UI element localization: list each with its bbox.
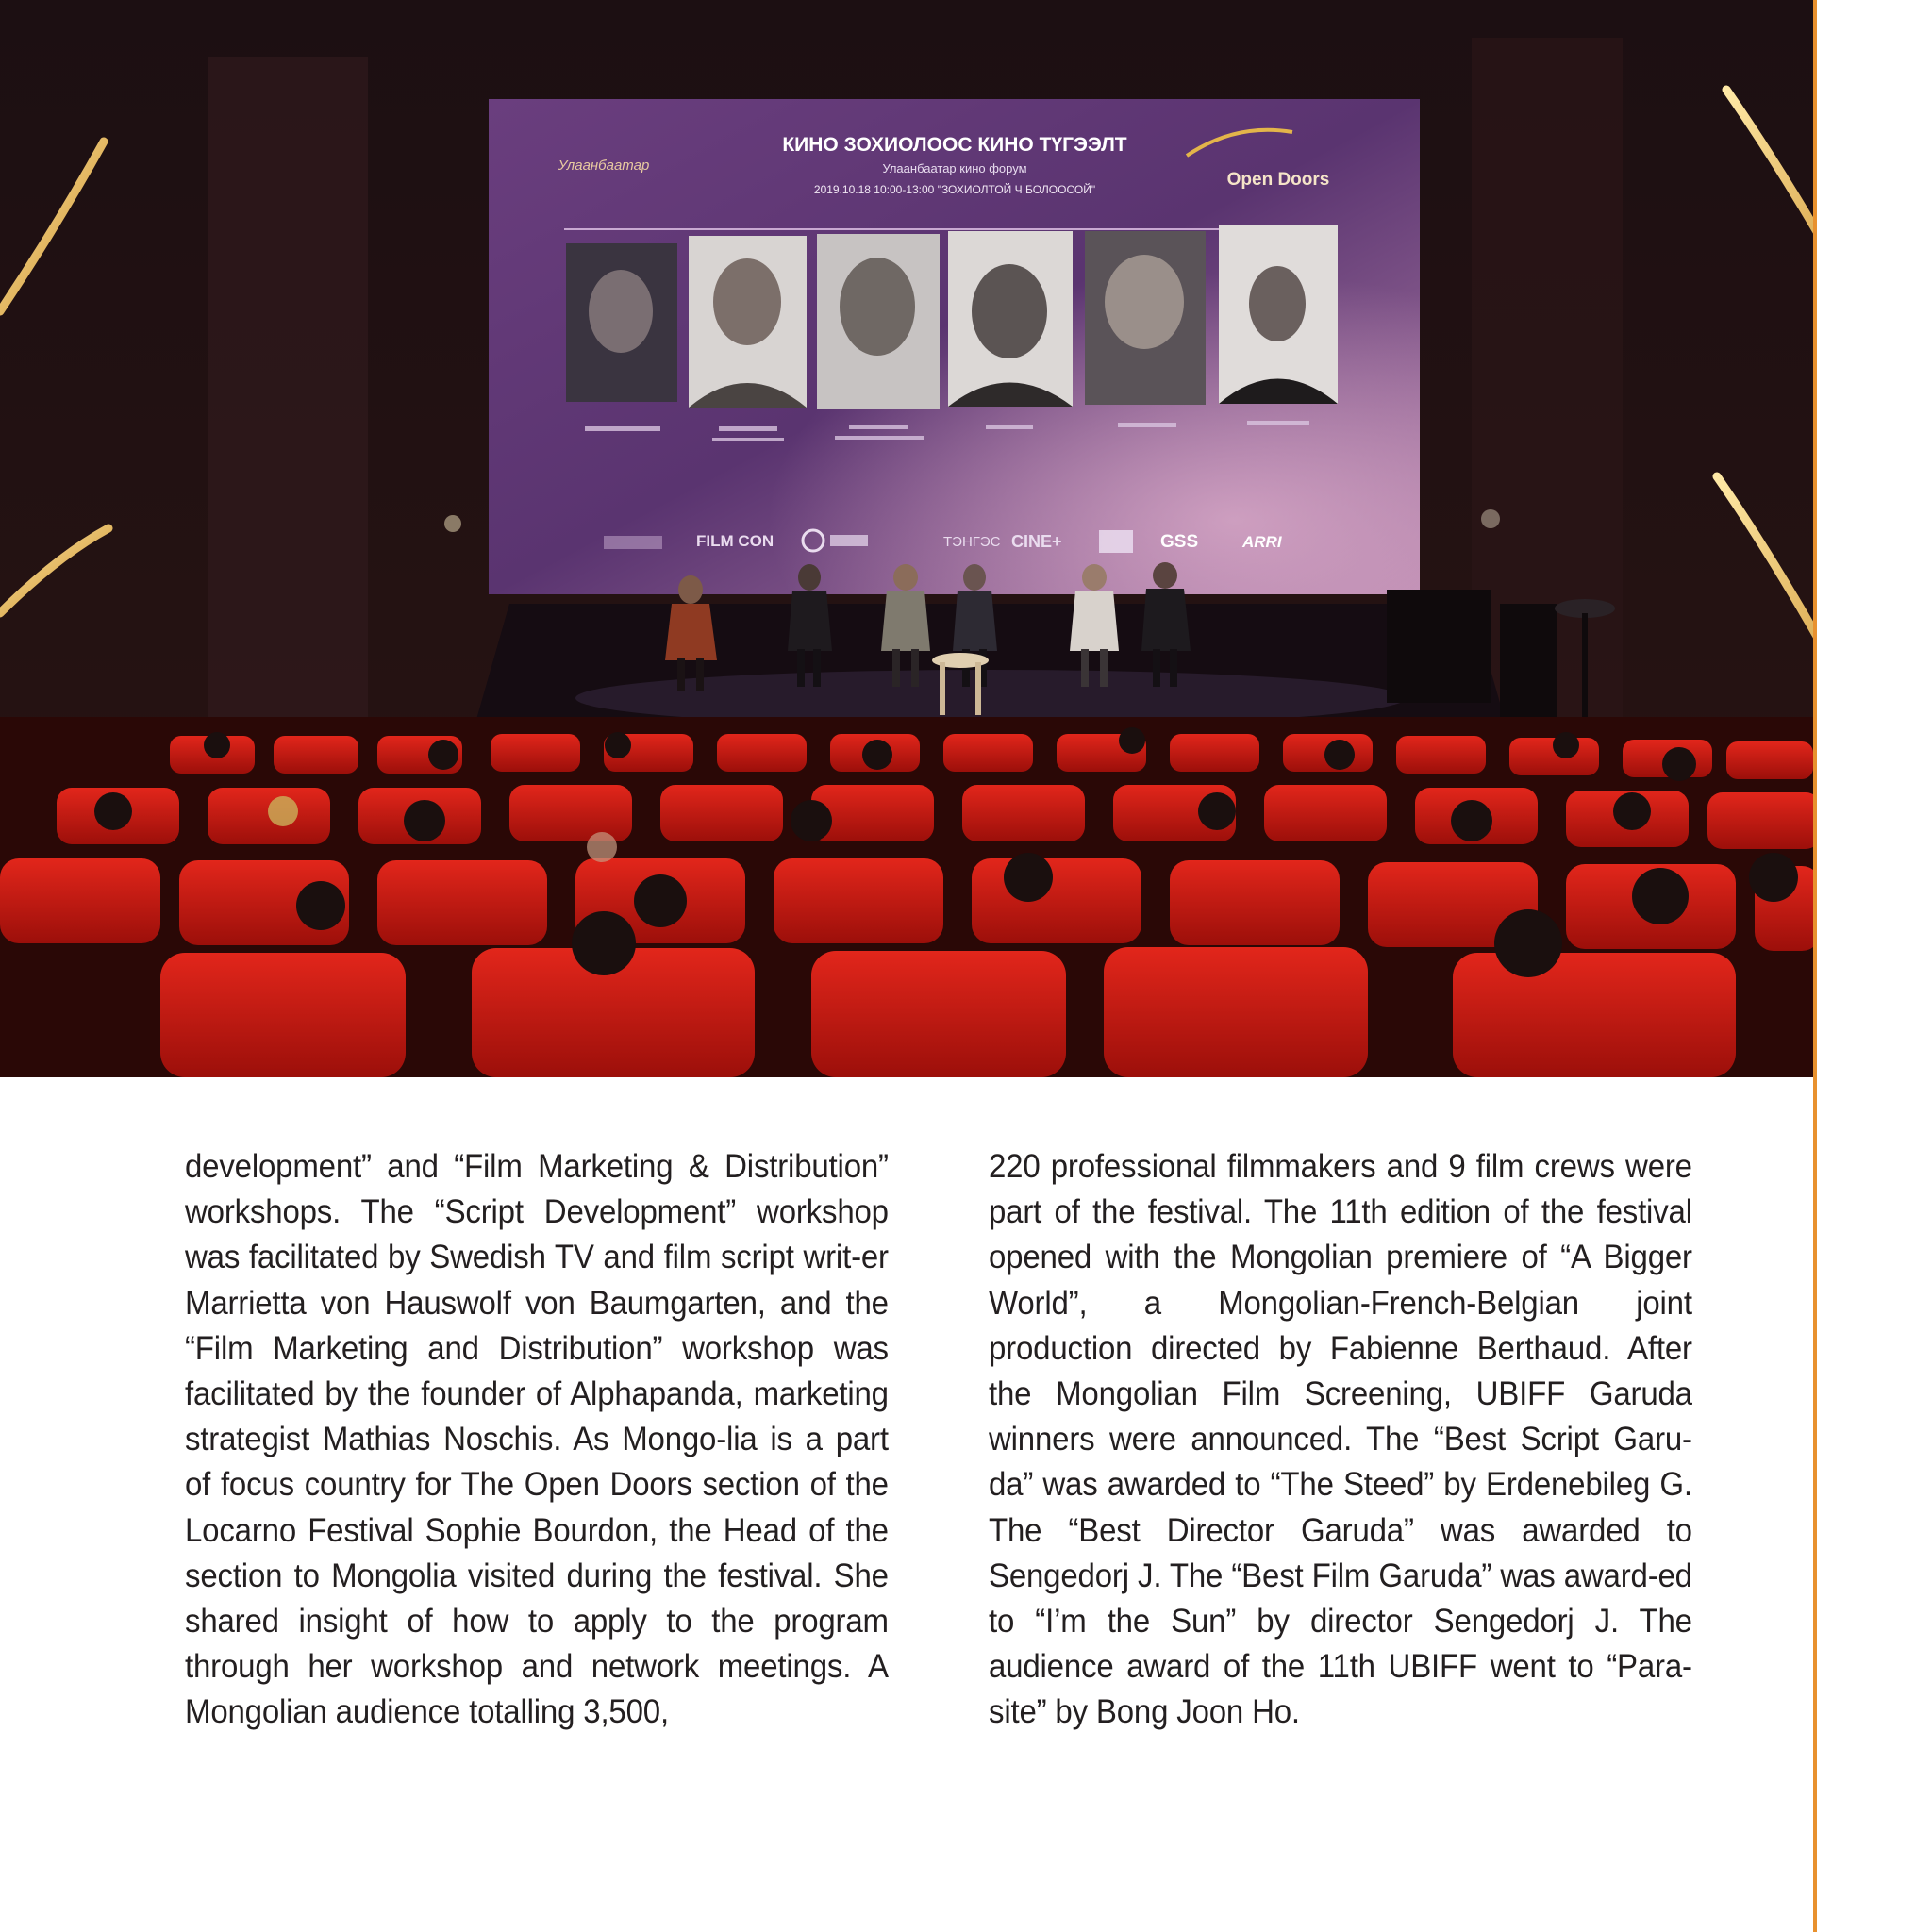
accent-rule (1813, 0, 1817, 1932)
article-column-left (185, 1143, 889, 1735)
article-paragraph-left: development” and “Film Marketing & Distribution” workshops. The “Script Development” workshop was facilitated by Swedish TV and film script writ-er Marrietta von Hauswolf von Baumgarten, and the “Film Marketing and Distribution” workshop was facilitated by the founder of Alphapanda, marketing strategist Mathias Noschis. As Mongo-lia is a part of focus country for The Open Doors section of the Locarno Festival Sophie Bourdon, the Head of the section to Mongolia visited during the festival. She shared insight of how to apply to the program through her workshop and network meetings. A Mongolian audience totalling 3,500, (185, 1147, 889, 1731)
screen-subtitle: Улаанбаатар кино форум (882, 161, 1027, 175)
sponsor-logo-1: FILM CON (696, 532, 774, 550)
sponsor-logo-5: ARRI (1242, 533, 1282, 551)
sponsor-logo-2: ТЭНГЭС (943, 534, 1001, 550)
article-paragraph-right: 220 professional filmmakers and 9 film crews were part of the festival. The 11th edition of the festival opened with the Mongolian premiere of “A Bigger World”, a Mongolian-French-Belgian joint production directed by Fabienne Berthaud. After the Mongolian Film Screening, UBIFF Garuda winners were announced. The “Best Script Garu-da” was awarded to “The Steed” by Erdenebileg G. The “Best Director Garuda” was awarded to Sengedorj J. The “Best Film Garuda” was award-ed to “I’m the Sun” by director Sengedorj J. The audience award of the 11th UBIFF went to “Para-site” by Bong Joon Ho. (989, 1147, 1692, 1731)
article-column-right (989, 1143, 1692, 1735)
sponsor-logos (604, 530, 1283, 553)
screen-title: КИНО ЗОХИОЛООС КИНО ТҮГЭЭЛТ (782, 134, 1127, 156)
audience-seating (0, 717, 1813, 1077)
screen-date: 2019.10.18 10:00-13:00 "ЗОХИОЛТОЙ Ч БОЛООСОЙ" (813, 183, 1096, 196)
sponsor-logo-4: GSS (1160, 532, 1199, 552)
screen-left-logo: Улаанбаатар (558, 158, 650, 174)
projection-screen (489, 99, 1420, 594)
sponsor-logo-3: CINE+ (1011, 532, 1062, 551)
screen-right-logo: Open Doors (1226, 170, 1330, 190)
